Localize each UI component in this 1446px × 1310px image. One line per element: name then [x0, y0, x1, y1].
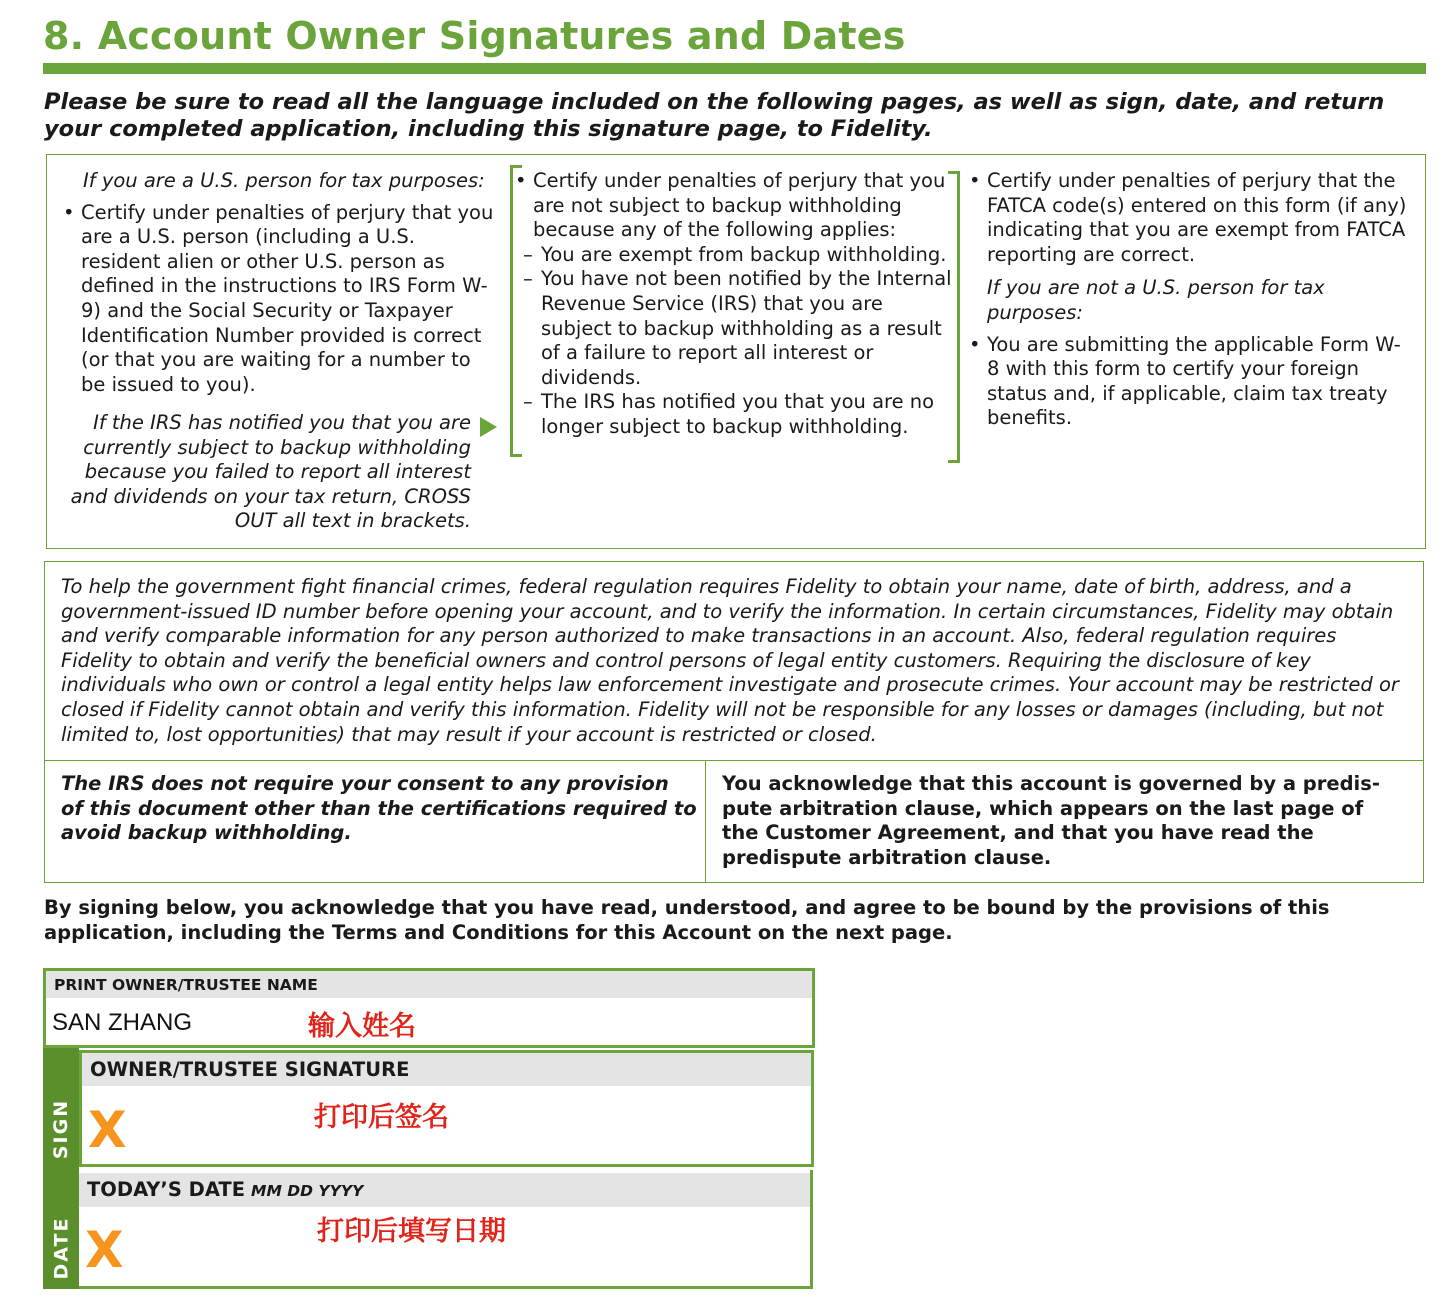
us-person-heading: If you are a U.S. person for tax purposes:: [83, 169, 485, 192]
certifications-box: [46, 154, 1426, 549]
irs-notified-note: If the IRS has notified you that you are currently subject to backup withholding because you failed to report all interest and dividends on your tax return, CROSS OUT all text in brackets.: [70, 411, 471, 533]
divider: [705, 760, 706, 882]
section-title: 8. Account Owner Signatures and Dates: [43, 14, 906, 58]
field-label-bar: [82, 1053, 811, 1086]
date-label-group: [87, 1178, 363, 1201]
backup-bullet: • Certify under penalties of perjury that you are not subject to backup withholding because any of the following applies:: [515, 169, 955, 243]
divider: [45, 760, 1423, 761]
date-annotation: 打印后填写日期: [317, 1216, 506, 1247]
irs-consent-notice: The IRS does not require your consent to any provision of this document other than the certifications required to avoid backup withholding.: [61, 772, 697, 845]
backup-item: – You are exempt from backup withholding.: [515, 243, 955, 268]
fatca-bullet: • Certify under penalties of perjury that the FATCA code(s) entered on this form (if any) indicating that you are exempt from FATCA reporting are correct.: [969, 169, 1409, 267]
owner-name-field[interactable]: [43, 968, 815, 1048]
notices-box: [44, 561, 1424, 883]
date-field[interactable]: [79, 1170, 813, 1289]
title-rule: [43, 63, 1426, 74]
us-person-column: [63, 169, 495, 397]
signing-acknowledgement: By signing below, you acknowledge that you have read, understood, and agree to be bound by the provisions of this application, including the Terms and Conditions for this Account on the next page.: [44, 896, 1330, 944]
date-side-label: [43, 1208, 79, 1288]
signature-label: OWNER/TRUSTEE SIGNATURE: [90, 1058, 410, 1081]
signature-annotation: 打印后签名: [314, 1102, 449, 1133]
backup-item: – You have not been notified by the Internal Revenue Service (IRS) that you are subject to backup withholding as a result of a failure to report all interest or dividends.: [515, 267, 955, 390]
signature-field[interactable]: [79, 1050, 814, 1167]
government-notice: To help the government fight financial crimes, federal regulation requires Fidelity to obtain your name, date of birth, address, and a government-issued ID number before opening your account, and to verify the information. In certain circumstances, Fidelity may obtain and verify comparable information for any person authorized to make transactions in an account. Also, federal regulation requires Fidelity to obtain and verify the beneficial owners and control persons of legal entity customers. Requiring the disclosure of key individuals who own or control a legal entity helps law enforcement investigate and prosecute crimes. Your account may be restricted or closed if Fidelity cannot obtain and verify this information. Fidelity will not be responsible for any losses or damages (including, but not limited to, lost opportunities) that may result if your account is restricted or closed.: [61, 575, 1399, 746]
section-intro: Please be sure to read all the language included on the following pages, as well as sign, date, and return your completed application, including this signature page, to Fidelity.: [44, 89, 1385, 142]
arrow-right-icon: [480, 417, 497, 437]
arbitration-notice: You acknowledge that this account is governed by a predis-pute arbitration clause, which appears on the last page of the Customer Agreement, and that you have read the predispute arbitration clause.: [722, 772, 1380, 869]
backup-withholding-column: [515, 169, 955, 440]
signature-date-block: [43, 1048, 815, 1289]
non-us-heading: If you are not a U.S. person for tax purposes:: [987, 276, 1325, 324]
field-label-bar: [46, 971, 812, 998]
owner-name-value[interactable]: SAN ZHANG: [52, 1009, 193, 1036]
backup-item: – The IRS has notified you that you are no longer subject to backup withholding.: [515, 390, 955, 439]
date-format-hint: MM DD YYYY: [251, 1182, 364, 1200]
sign-here-x-mark: X: [88, 1101, 127, 1159]
sign-side-label: [43, 1086, 79, 1172]
non-us-bullet: • You are submitting the applicable Form W-8 with this form to certify your foreign status and, if applicable, claim tax treaty benefits.: [969, 333, 1409, 431]
field-label-bar: [79, 1173, 810, 1207]
fatca-column: [969, 169, 1409, 431]
us-person-bullet: • Certify under penalties of perjury that you are a U.S. person (including a U.S. resident alien or other U.S. person as defined in the instructions to IRS Form W-9) and the Social Security or Taxpayer Identification Number provided is correct (or that you are waiting for a number to be issued to you).: [63, 201, 495, 398]
owner-name-label: PRINT OWNER/TRUSTEE NAME: [54, 976, 318, 994]
date-label: TODAY’S DATE: [87, 1178, 246, 1201]
sign-side-text: SIGN: [50, 1098, 72, 1160]
date-side-text: DATE: [50, 1216, 73, 1280]
name-annotation: 输入姓名: [308, 1011, 416, 1042]
right-bracket: [948, 171, 960, 463]
date-here-x-mark: X: [85, 1221, 124, 1279]
